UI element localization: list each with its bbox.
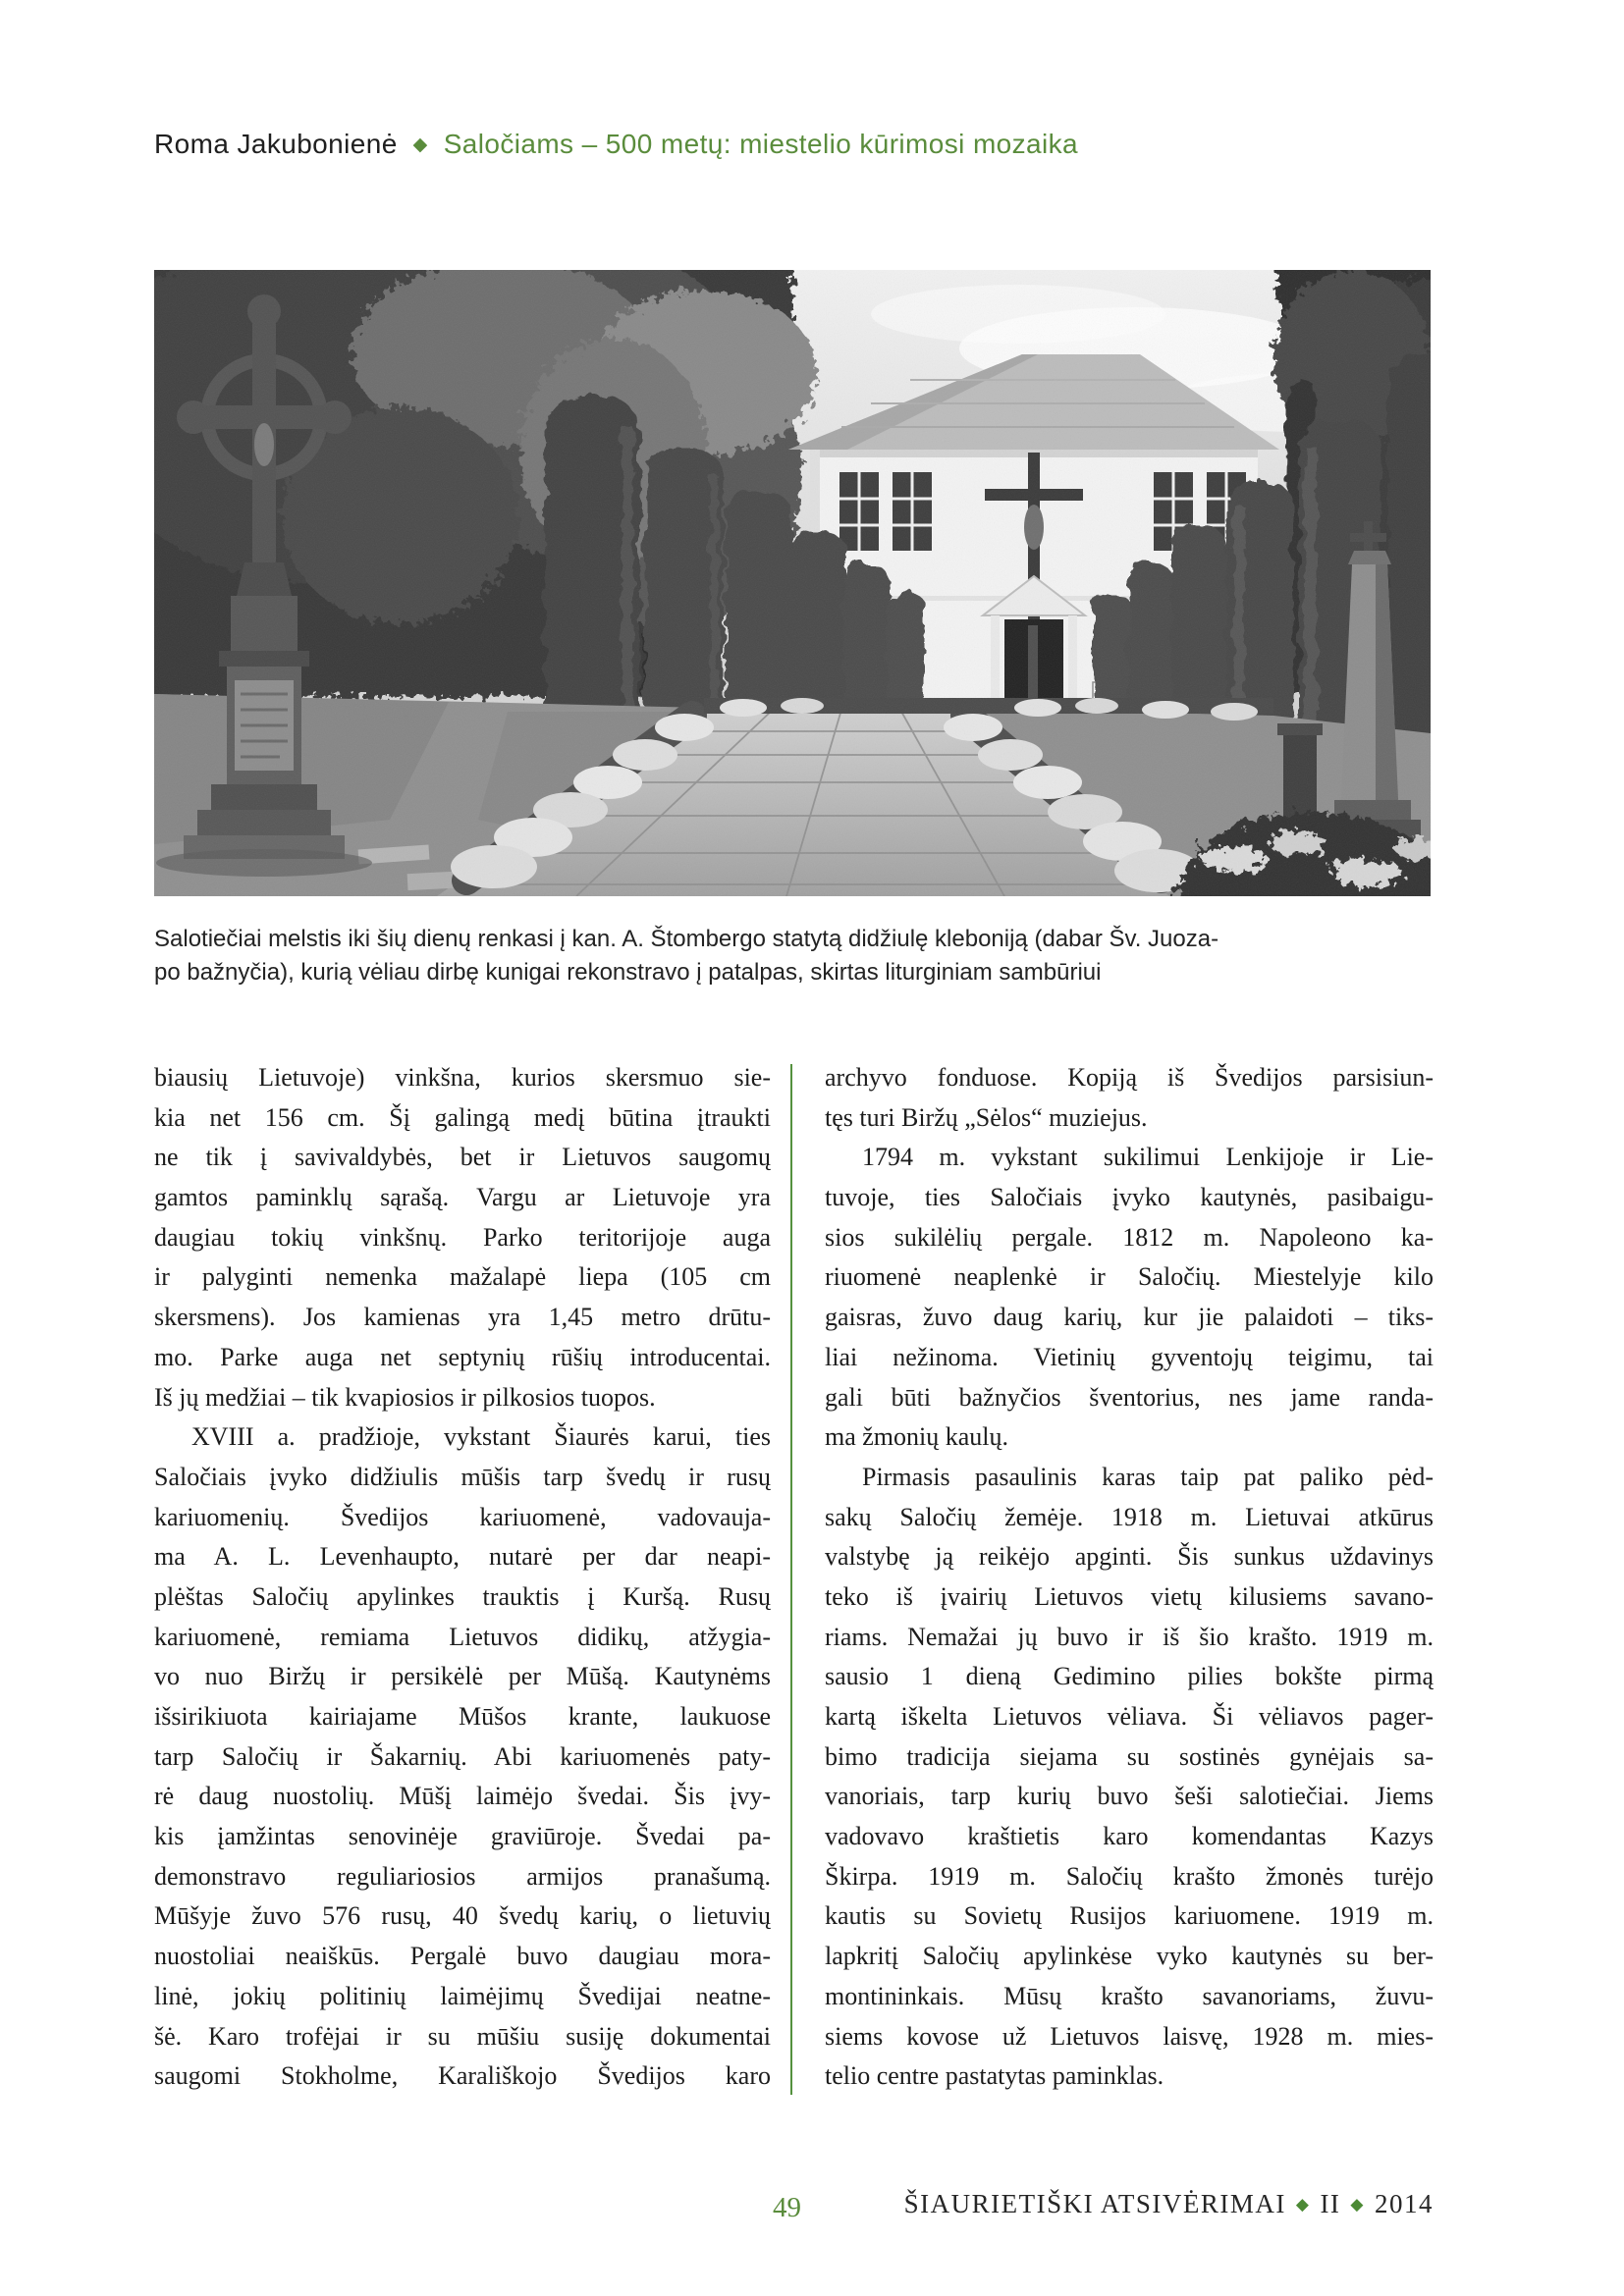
text-line: kia net 156 cm. Šį galingą medį būtina įtraukti (154, 1102, 771, 1132)
text-line: 1794 m. vykstant sukilimui Lenkijoje ir Lie- (862, 1143, 1434, 1172)
photo-grain (154, 270, 1431, 896)
text-line: vo nuo Biržų ir persikėlė per Mūšą. Kautynėms (154, 1662, 771, 1691)
text-line: rė daug nuostolių. Mūšį laimėjo švedai. Šis įvy- (154, 1782, 771, 1811)
text-line: vanoriais, tarp kurių buvo šeši salotiečiai. Jiems (825, 1782, 1434, 1811)
running-header (154, 129, 1078, 160)
text-line: demonstravo reguliariosios armijos pranašumą. (154, 1861, 771, 1891)
text-line: teko iš įvairių Lietuvos vietų kilusiems savano- (825, 1581, 1434, 1611)
text-line: archyvo fonduose. Kopiją iš Švedijos parsisiun- (825, 1063, 1434, 1092)
page-number: 49 (773, 2192, 801, 2223)
text-line: Škirpa. 1919 m. Saločių krašto žmonės turėjo (825, 1861, 1434, 1891)
column-divider (790, 1064, 792, 2095)
text-line: kartą iškelta Lietuvos vėliava. Ši vėliavos pager- (825, 1702, 1434, 1731)
text-line: linė, jokių politinių laimėjimų Švedijai neatne- (154, 1981, 771, 2010)
text-line: riuomenė neaplenkė ir Saločių. Miestelyje kilo (825, 1262, 1434, 1292)
text-line: XVIII a. pradžioje, vykstant Šiaurės karui, ties (191, 1422, 771, 1452)
text-line: tęs turi Biržų „Sėlos“ muziejus. (825, 1102, 1148, 1132)
text-line: tuvoje, ties Saločiais įvyko kautynės, pasibaigu- (825, 1183, 1434, 1212)
journal-title (904, 2189, 1434, 2219)
text-line: Pirmasis pasaulinis karas taip pat paliko pėd- (862, 1462, 1434, 1491)
text-line: saugomi Stokholme, Karališkojo Švedijos karo (154, 2061, 771, 2091)
journal-issue: II (1320, 2189, 1341, 2218)
article-column-left (154, 1058, 771, 2099)
text-line: gamtos paminklų sąrašą. Vargu ar Lietuvoje yra (154, 1183, 771, 1212)
text-line: montininkais. Mūsų krašto savanoriams, žuvu- (825, 1981, 1434, 2010)
diamond-separator-icon: ◆ (412, 134, 428, 155)
article-column-right (825, 1058, 1434, 2099)
church-photo-figure (154, 270, 1431, 989)
text-line: sakų Saločių žemėje. 1918 m. Lietuvai atkūrus (825, 1502, 1434, 1531)
caption-line: Salotiečiai melstis iki šių dienų renkasi į kan. A. Štombergo statytą didžiulę kleboniją (dabar Šv. Juoza- (154, 926, 1219, 952)
text-line: bimo tradicija siejama su sostinės gynėjais sa- (825, 1741, 1434, 1771)
text-line: daugiau tokių vinkšnų. Parko teritorijoje auga (154, 1222, 771, 1252)
caption-line: po bažnyčia), kurią vėliau dirbę kunigai rekonstravo į patalpas, skirtas liturginiam sambūriui (154, 959, 1102, 986)
text-line: sausio 1 dieną Gedimino pilies bokšte pirmą (825, 1662, 1434, 1691)
article-body (154, 1058, 1434, 2099)
text-line: skersmens). Jos kamienas yra 1,45 metro drūtu- (154, 1303, 771, 1332)
photo-caption (154, 923, 1431, 989)
text-line: kariuomenė, remiama Lietuvos didikų, atžygia- (154, 1622, 771, 1651)
text-line: kariuomenių. Švedijos kariuomenė, vadovauja- (154, 1502, 771, 1531)
text-line: biausių Lietuvoje) vinkšna, kurios skersmuo sie- (154, 1063, 771, 1092)
text-line: siems kovose už Lietuvos laisvę, 1928 m. mies- (825, 2021, 1434, 2051)
text-line: išsirikiuota kairiajame Mūšos krante, laukuose (154, 1702, 771, 1731)
text-line: sios sukilėlių pergale. 1812 m. Napoleono ka- (825, 1222, 1434, 1252)
header-author: Roma Jakubonienė (154, 129, 398, 159)
text-line: plėštas Saločių apylinkes trauktis į Kuršą. Rusų (154, 1581, 771, 1611)
text-line: tarp Saločių ir Šakarnių. Abi kariuomenės paty- (154, 1741, 771, 1771)
diamond-separator-icon: ◆ (1350, 2195, 1365, 2214)
text-line: Iš jų medžiai – tik kvapiosios ir pilkosios tuopos. (154, 1382, 656, 1412)
text-line: mo. Parke auga net septynių rūšių introducentai. (154, 1342, 771, 1371)
text-line: kis įamžintas senovinėje graviūroje. Švedai pa- (154, 1822, 771, 1851)
header-article-title: Saločiams – 500 metų: miestelio kūrimosi mozaika (443, 129, 1079, 159)
text-line: telio centre pastatytas paminklas. (825, 2061, 1164, 2091)
church-photo (154, 270, 1431, 896)
text-line: lapkritį Saločių apylinkėse vyko kautynės su ber- (825, 1942, 1434, 1971)
text-line: valstybę ją reikėjo apginti. Šis sunkus uždavinys (825, 1542, 1434, 1572)
text-line: ma žmonių kaulų. (825, 1422, 1009, 1452)
text-line: ma A. L. Levenhaupto, nutarė per dar neapi- (154, 1542, 771, 1572)
text-line: ir palyginti nemenka mažalapė liepa (105 cm (154, 1262, 771, 1292)
journal-name: ŠIAURIETIŠKI ATSIVĖRIMAI (903, 2189, 1286, 2218)
diamond-separator-icon: ◆ (1295, 2195, 1311, 2214)
text-line: Saločiais įvyko didžiulis mūšis tarp švedų ir rusų (154, 1462, 771, 1491)
text-line: ne tik į savivaldybės, bet ir Lietuvos saugomų (154, 1143, 771, 1172)
journal-year: 2014 (1375, 2189, 1434, 2218)
text-line: liai nežinoma. Vietinių gyventojų teigimu, tai (825, 1342, 1434, 1371)
text-line: Mūšyje žuvo 576 rusų, 40 švedų karių, o lietuvių (154, 1901, 771, 1931)
text-line: kautis su Sovietų Rusijos kariuomene. 1919 m. (825, 1901, 1434, 1931)
text-line: riams. Nemažai jų buvo ir iš šio krašto. 1919 m. (825, 1622, 1434, 1651)
text-line: nuostoliai neaiškūs. Pergalė buvo daugiau mora- (154, 1942, 771, 1971)
text-line: vadovavo kraštietis karo komendantas Kazys (825, 1822, 1434, 1851)
text-line: šė. Karo trofėjai ir su mūšiu susiję dokumentai (154, 2021, 771, 2051)
text-line: gaisras, žuvo daug karių, kur jie palaidoti – tiks- (825, 1303, 1434, 1332)
church-photo-art (154, 270, 1431, 896)
page-footer (154, 2189, 1434, 2232)
text-line: gali būti bažnyčios šventorius, nes jame randa- (825, 1382, 1434, 1412)
